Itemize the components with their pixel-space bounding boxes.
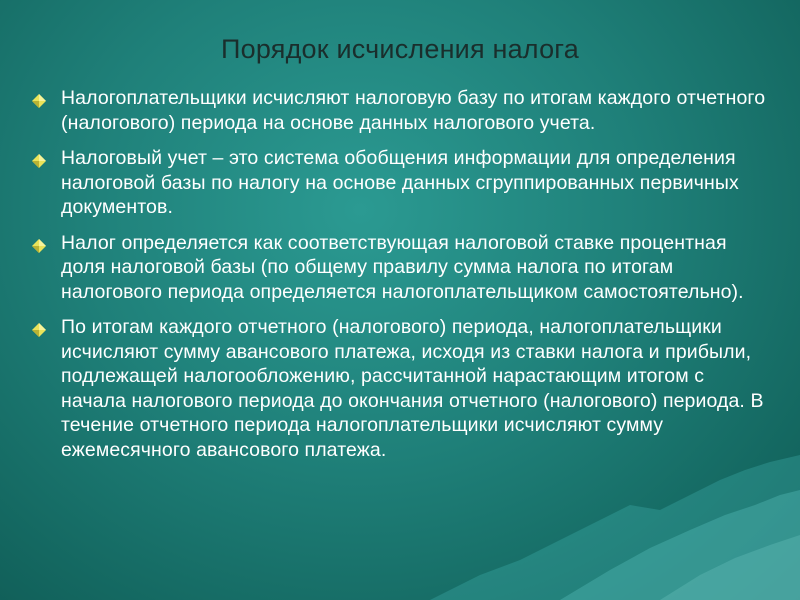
list-item xyxy=(30,231,770,305)
diamond-bullet-icon xyxy=(32,154,46,168)
bullet-text: Налоговый учет – это система обобщения информации для определения налоговой базы по налогу на основе данных сгруппированных первичных документов. xyxy=(61,147,739,218)
diamond-bullet-icon xyxy=(32,323,46,337)
bullet-text: Налог определяется как соответствующая налоговой ставке процентная доля налоговой базы (по общему правилу сумма налога по итогам налогового периода определяется налогоплательщиком самостоятельно). xyxy=(61,231,744,303)
diamond-bullet-icon xyxy=(32,94,46,108)
bullet-text: Налогоплательщики исчисляют налоговую базу по итогам каждого отчетного (налогового) периода на основе данных налогового учета. xyxy=(61,87,766,134)
bullet-list xyxy=(30,86,770,473)
list-item xyxy=(30,86,770,135)
slide-title: Порядок исчисления налога xyxy=(221,34,579,64)
list-item xyxy=(30,146,770,220)
list-item xyxy=(30,315,770,462)
diamond-bullet-icon xyxy=(32,239,46,253)
bullet-text: По итогам каждого отчетного (налогового) периода, налогоплательщики исчисляют сумму авансового платежа, исходя из ставки налога и прибыли, подлежащей налогообложению, рассчитанной нарастающим итогом с начала налогового периода до окончания отчетного (налогового) периода. В течение отчетного периода налогоплательщики исчисляют сумму ежемесячного авансового платежа. xyxy=(61,316,764,461)
